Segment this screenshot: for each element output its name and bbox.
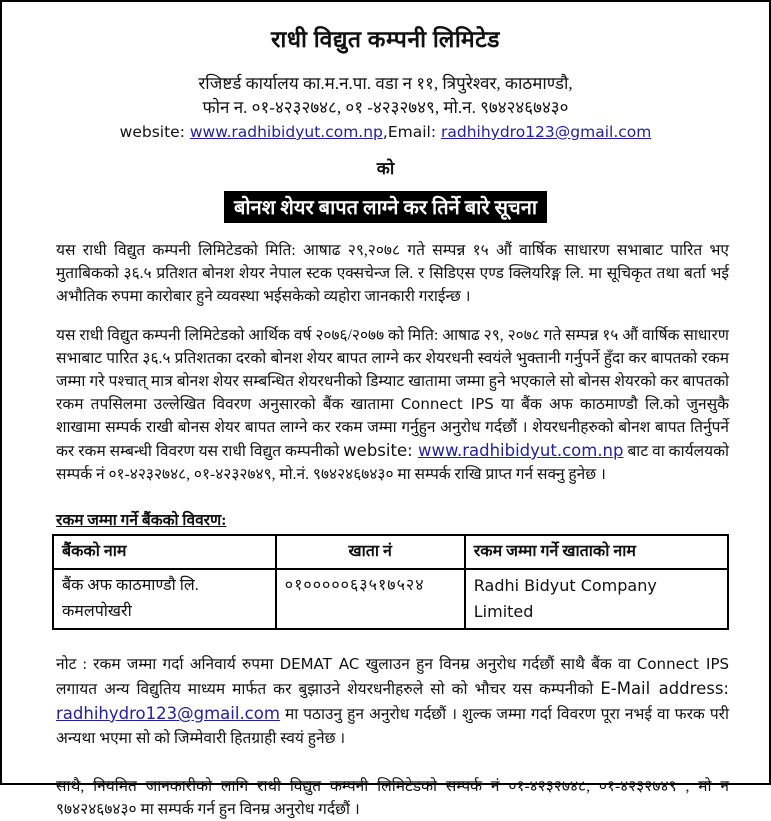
paragraph-agm-info: यस राधी विद्युत कम्पनी लिमिटेडको मिति: आषाढ २९,२०७८ गते सम्पन्न १५ औं वार्षिक साधारण सभाबाट पारित भए मुताबिकको ३६.५ प्रतिशत बोनश शेयर नेपाल स्टक एक्सचेन्ज लि. र सिडिएस एण्ड क्लियरिङ्ग लि. मा सूचिकृत तथा बर्ता भई अभौतिक रुपमा कारोबार हुने व्यवस्था भईसकेको व्यहोरा जानकारी गराईन्छ । [56,242,729,305]
para2-website-link[interactable]: www.radhibidyut.com.np [417,441,624,460]
notice-title-banner: बोनश शेयर बापत लाग्ने कर तिर्ने बारे सूचना [224,191,547,223]
note-connect-ips-text: Connect IPS [636,655,730,673]
bank-name-line2: कमलपोखरी [62,603,132,620]
email-link[interactable]: radhihydro123@gmail.com [441,123,652,141]
cell-account-name: Radhi Bidyut Company Limited [465,569,728,629]
note-paragraph [56,652,729,751]
registered-office-address: रजिष्टर्ड कार्यालय का.म.न.पा. वडा न ११, त्रिपुरेश्वर, काठमाण्डौ, [198,74,573,93]
bank-details-heading: रकम जम्मा गर्ने बैंकको विवरण: [56,512,227,529]
bank-details-table [52,534,729,630]
para2-text-3: बाट वा कार्यलयको सम्पर्क नं ०१-४२३२७४८, ०१-४२३२७४९, मो.नं. ९७४२४६७४३० मा सम्पर्क राखि प्राप्त गर्न सक्नु हुनेछ । [56,443,729,483]
table-row [53,569,728,629]
email-label: ,Email: [382,123,441,141]
cell-account-number: ०१०००००६३५१७५२४ [276,569,465,629]
closing-paragraph: साथै, नियमित जानकारीको लागि राधी विद्युत कम्पनी लिमिटेडको सम्पर्क नं ०१-४२३२७४८, ०१-४२३२७४९ , मो न ९७४२४६७४३० मा सम्पर्क गर्न हुन विनम्र अनुरोध गर्दछौं । [56,778,729,818]
connect-ips-text: Connect IPS [400,395,494,413]
table-header-bank-name: बैंकको नाम [53,535,276,569]
para2-website-label: website: [343,441,418,460]
document-body [2,239,769,821]
website-email-line [2,120,769,144]
document-header [2,22,769,223]
table-header-account-number: खाता नं [276,535,465,569]
para2-text-1: यस राधी विद्युत कम्पनी लिमिटेडको आर्थिक वर्ष २०७६/२०७७ को मिति: आषाढ २९, २०७८ गते सम्पन्न १५ औं वार्षिक साधारण सभाबाट पारित ३६.५ प्रतिशतका दरको बोनश शेयर बापत लाग्ने कर शेयरधनी स्वयंले भुक्तानी गर्नुपर्ने हुँदा कर बापतको रकम जम्मा गरे पश्चात् मात्र बोनश शेयर सम्बन्धित शेयरधनीको डिम्याट खातामा जम्मा हुने भएकाले सो बोनस शेयरको कर बापतको रकम तपसिलमा उल्लेखित विवरण अनुसारको बैंक खातामा [56,327,729,413]
ko-text: को [376,159,395,178]
para2-text-2: या बैंक अफ काठमाण्डौ लि.को जुनसुकै शाखामा सम्पर्क राखी बोनस शेयर बापत लाग्ने कर रकम जम्मा गर्नुहुन अनुरोध गर्दछौं । शेयरधनीहरुको बोनश बापत तिर्नुपर्ने कर रकम सम्बन्धी विवरण यस राधी विद्युत कम्पनीको [56,396,730,460]
bank-name-line1: बैंक अफ काठमाण्डौ लि. [62,577,199,594]
demat-ac-text: DEMAT AC [279,655,360,673]
note-email-link[interactable]: radhihydro123@gmail.com [56,704,280,723]
table-header-account-name: रकम जम्मा गर्ने खाताको नाम [465,535,728,569]
paragraph-tax-payment-info [56,324,729,486]
note-text-3: लगायत अन्य विद्युतिय माध्यम मार्फत कर बुझाउने शेयरधनीहरुले सो को भौचर यस कम्पनीको [56,681,601,698]
phone-line: फोन न. ०१-४२३२७४८, ०१ -४२३२७४९, मो.न. ९७४२४६७४३० [202,98,569,117]
company-name: राधी विद्युत कम्पनी लिमिटेड [270,27,500,52]
note-text-2: खुलाउन हुन विनम्र अनुरोध गर्दछौं साथै बैंक वा [359,656,637,673]
note-email-label: E-Mail address: [600,679,729,698]
note-text-4: मा पठाउनु हुन अनुरोध गर्दछौं । शुल्क जम्मा गर्दा विवरण पूरा नभई वा फरक परी अन्यथा भएमा सो को जिम्मेवारी हितग्राही स्वयं हुनेछ । [56,706,729,747]
website-link[interactable]: www.radhibidyut.com.np [189,123,383,141]
website-label: website: [119,123,190,141]
table-header-row [53,535,728,569]
cell-bank-name [53,569,276,629]
note-text-1: नोट : रकम जम्मा गर्दा अनिवार्य रुपमा [56,656,280,673]
notice-banner-wrap [2,191,769,223]
